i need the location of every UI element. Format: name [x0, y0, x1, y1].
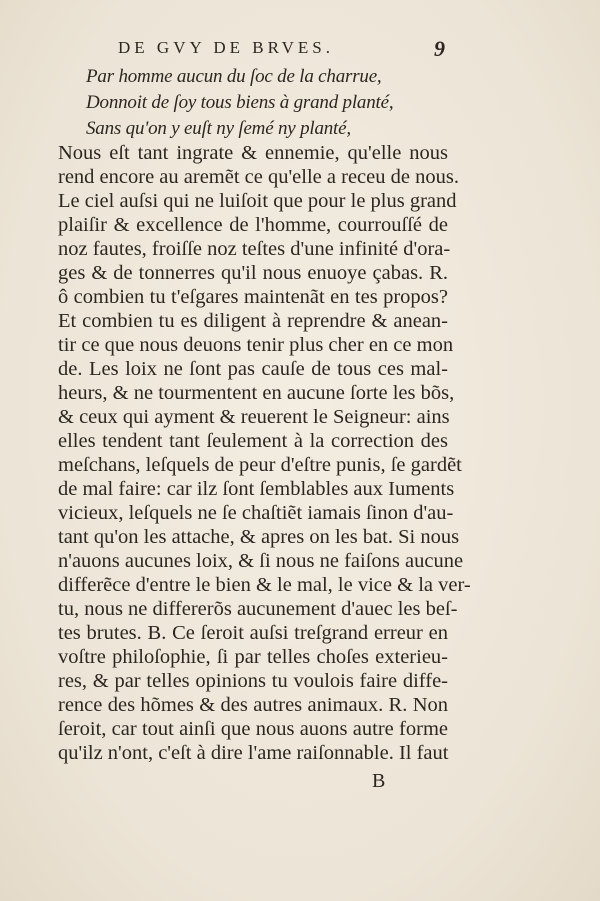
text-line: rend encore au aremẽt ce qu'elle a receu de nous. [58, 166, 459, 188]
text-line: ô combien tu t'eſgares maintenãt en tes propos? [58, 286, 448, 308]
text-line: qu'ilz n'ont, c'eſt à dire l'ame raiſonnable. Il faut [58, 742, 449, 764]
text-line: noz fautes, froiſſe noz teſtes d'une infinité d'ora- [58, 238, 451, 260]
text-line: meſchans, leſquels de peur d'eſtre punis, ſe gardẽt [58, 454, 462, 476]
text-line: vicieux, leſquels ne ſe chaſtiẽt iamais ſinon d'au- [58, 502, 454, 524]
verse-line: Donnoit de ſoy tous biens à grand planté, [86, 92, 394, 113]
text-line: ſeroit, car tout ainſi que nous auons autre forme [58, 718, 448, 740]
text-line: res, & par telles opinions tu voulois faire diffe- [58, 670, 448, 692]
running-title: DE GVY DE BRVES. [118, 38, 334, 57]
text-line: Nous eſt tant ingrate & ennemie, qu'elle nous [58, 142, 448, 164]
text-line: Le ciel auſsi qui ne luiſoit que pour le plus grand [58, 190, 457, 212]
text-line: n'auons aucunes loix, & ſi nous ne faiſons aucune [58, 550, 464, 572]
text-line: differẽce d'entre le bien & le mal, le vice & la ver- [58, 574, 471, 596]
text-line: elles tendent tant ſeulement à la correction des [58, 430, 448, 452]
text-line: tir ce que nous deuons tenir plus cher en ce mon [58, 334, 454, 356]
text-line: de mal faire: car ilz ſont ſemblables aux Iuments [58, 478, 455, 500]
verse-line: Sans qu'on y euſt ny ſemé ny planté, [86, 118, 351, 139]
text-line: tant qu'on les attache, & apres on les bat. Si nous [58, 526, 460, 548]
verse-line: Par homme aucun du ſoc de la charrue, [86, 66, 382, 87]
text-line: Et combien tu es diligent à reprendre & anean- [58, 310, 448, 332]
text-line: de. Les loix ne ſont pas cauſe de tous ces mal- [58, 358, 448, 380]
page-number: 9 [434, 36, 445, 61]
text-line: tes brutes. B. Ce ſeroit auſsi treſgrand erreur en [58, 622, 448, 644]
catchword: B [372, 770, 386, 792]
text-line: heurs, & ne tourmentent en aucune ſorte les bõs, [58, 382, 455, 404]
text-line: voſtre philoſophie, ſi par telles choſes exterieu- [58, 646, 448, 668]
text-line: plaiſir & excellence de l'homme, courrouſſé de [58, 214, 448, 236]
text-line: tu, nous ne differerõs aucunement d'auec les beſ- [58, 598, 458, 620]
text-line: ges & de tonnerres qu'il nous enuoye çabas. R. [58, 262, 448, 284]
text-line: rence des hõmes & des autres animaux. R. Non [58, 694, 448, 716]
text-line: & ceux qui ayment & reuerent le Seigneur: ains [58, 406, 450, 428]
